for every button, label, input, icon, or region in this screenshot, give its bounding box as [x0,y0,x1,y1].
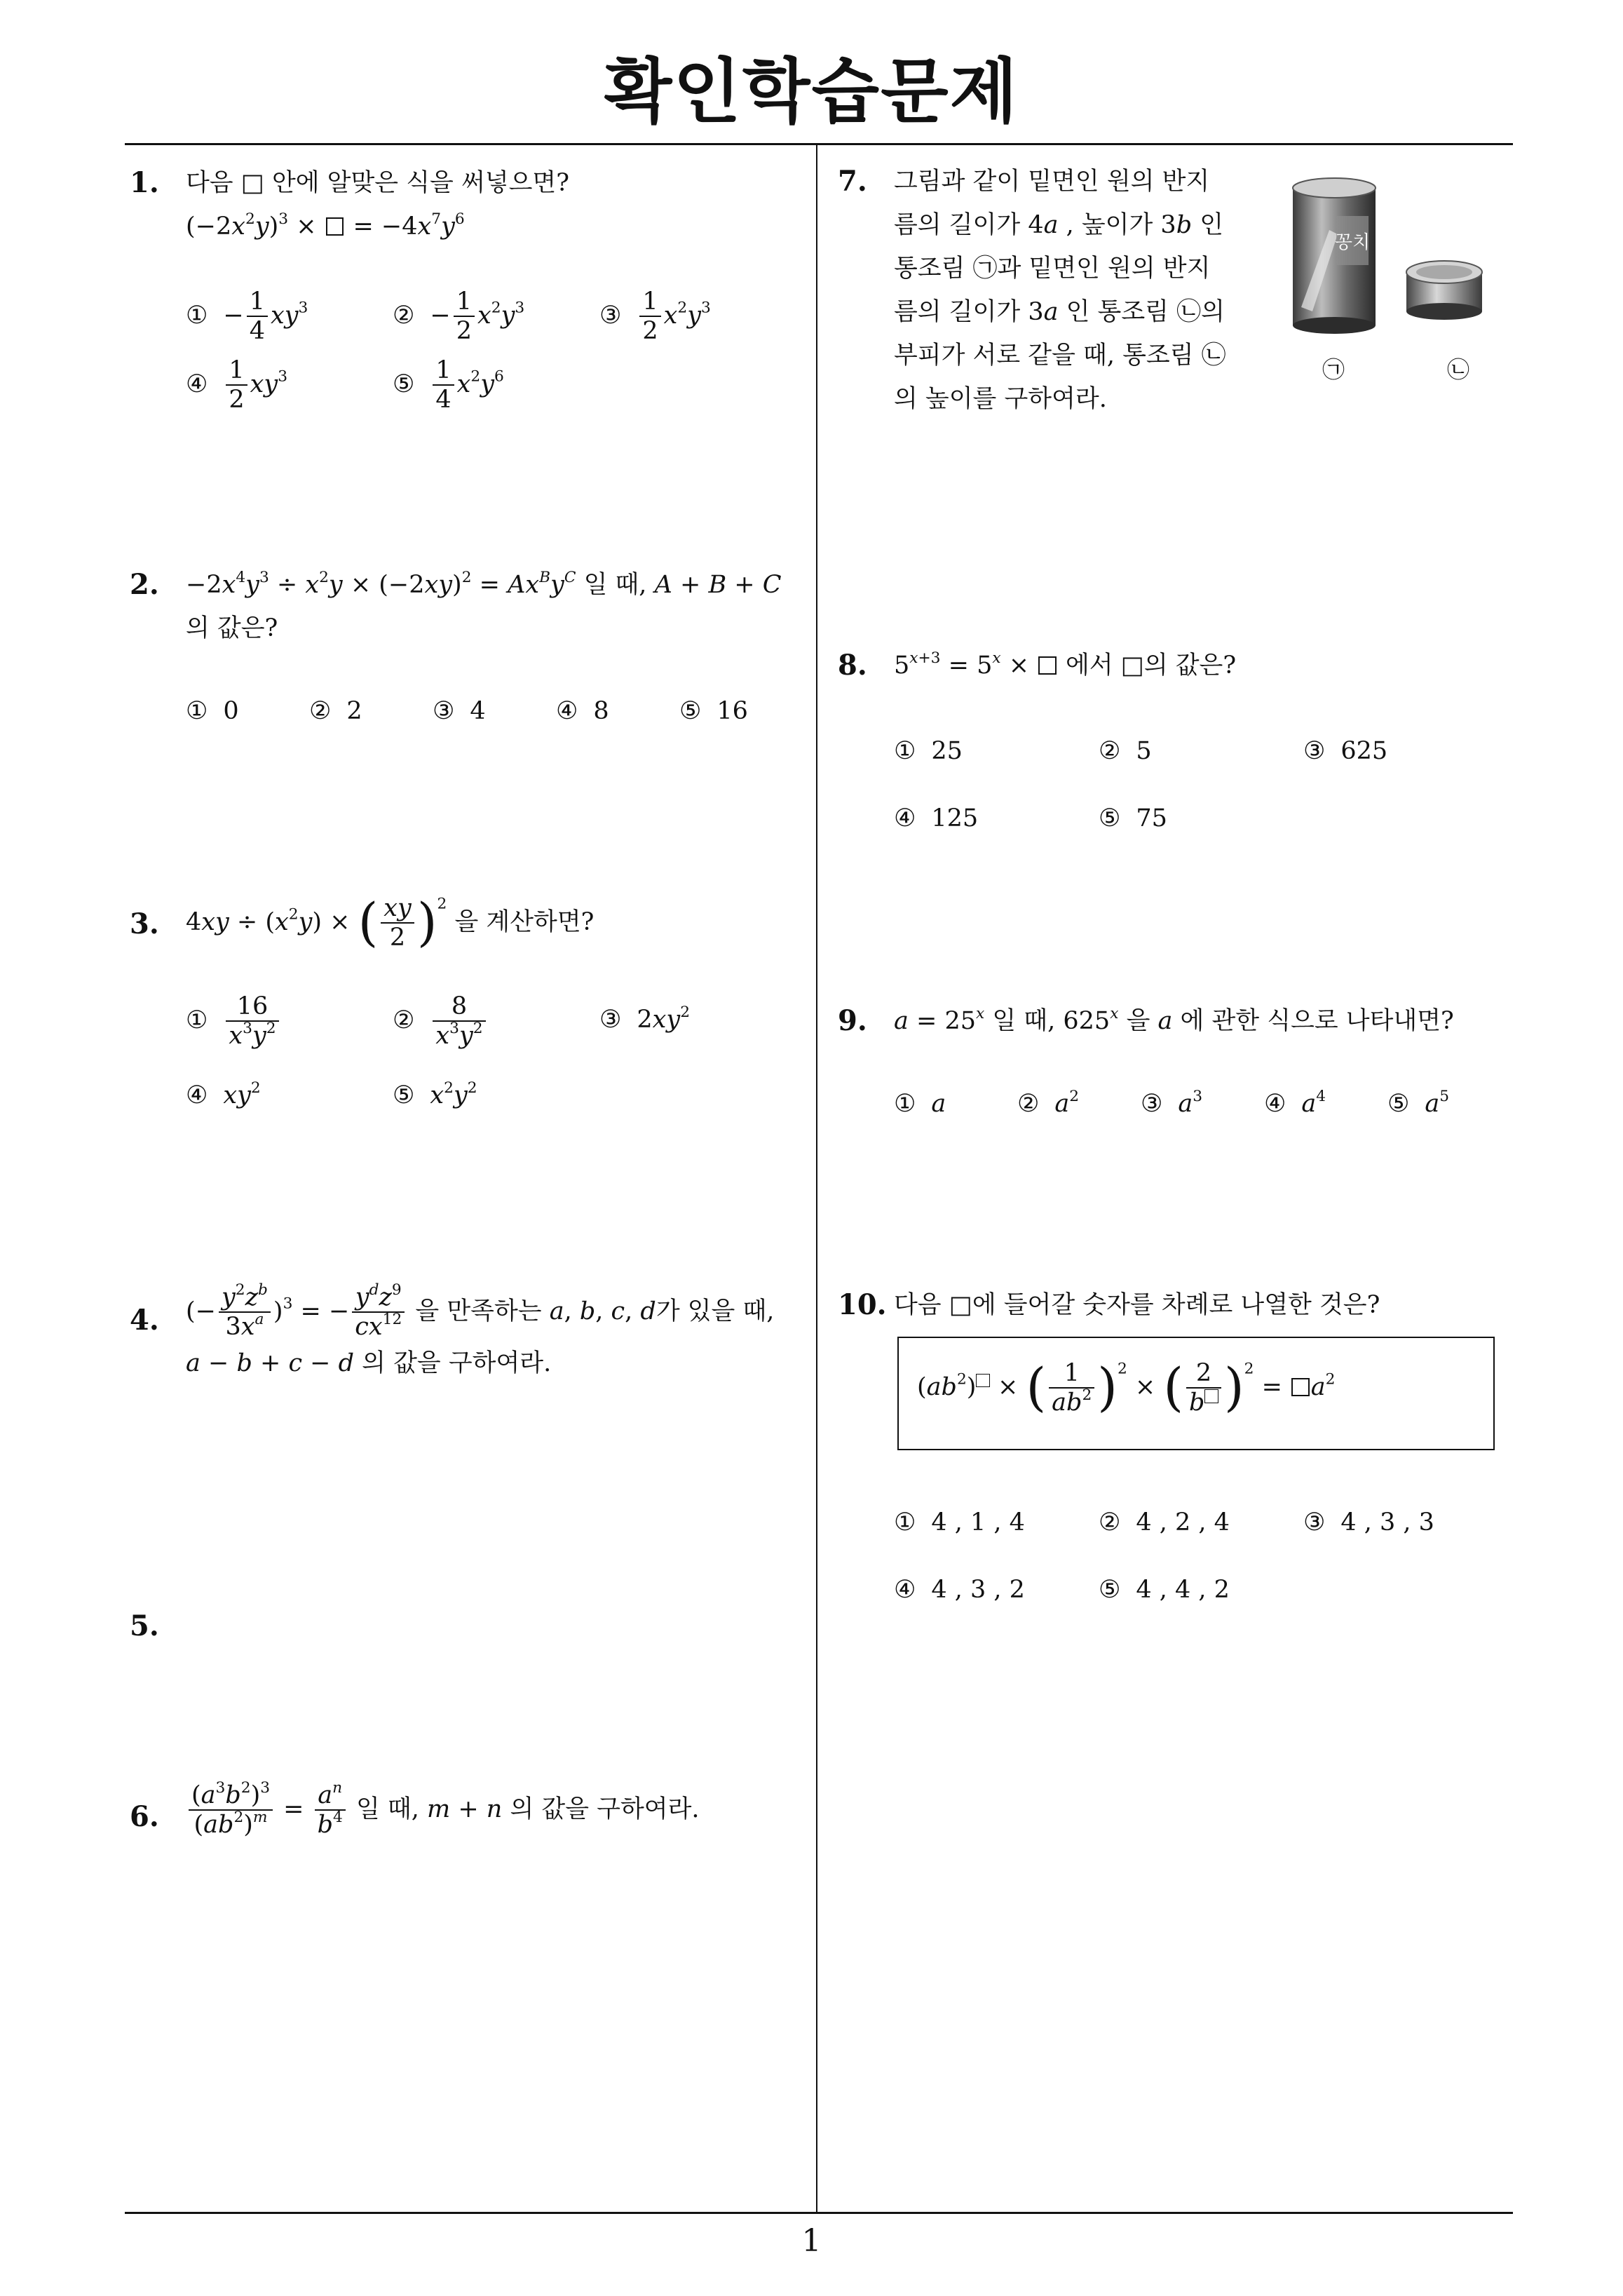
choice-3[interactable]: ③ $2xy^2$ [599,1003,690,1034]
question-number: 5. [130,1609,159,1642]
choice-4[interactable]: ④ 125 [894,804,979,832]
question-7 [838,160,1286,426]
question-prompt: 의 값은? [186,614,278,642]
choice-2[interactable]: ② 4 , 2 , 4 [1099,1508,1230,1537]
choice-4[interactable]: ④ $a^4$ [1264,1087,1326,1118]
question-number: 3. [130,907,159,940]
choice-5[interactable]: ⑤ $x^2y^2$ [393,1079,477,1109]
question-1 [130,161,803,414]
question-number: 10. [838,1288,887,1321]
choice-1[interactable]: ① 0 [186,697,239,725]
question-equation: $(-2x^2y)^3$ × = $-4x^7y^6$ [186,210,465,241]
question-number: 8. [838,649,867,682]
question-9 [838,999,1511,1140]
choice-2[interactable]: ② $\frac{8}{x^3y^2}$ [393,992,489,1051]
question-prompt: a − b + c − d 의 값을 구하여라. [186,1349,552,1377]
choice-3[interactable]: ③ $\frac{1}{2}$ $x^2y^3$ [599,288,711,346]
question-equation: $-2x^4y^3 \div x^2y \times (-2xy)^2 = Ax^By^C$ 일 때, A + B + C [186,568,782,599]
choice-3[interactable]: ③ 625 [1303,737,1388,765]
label-can-a: ㉠ [1322,356,1345,383]
question-text [894,644,1236,687]
page-title: 확인학습문제 [604,50,1019,133]
question-prompt: 다음 □에 들어갈 숫자를 차례로 나열한 것은? [894,1291,1380,1319]
question-text [894,1283,1380,1327]
question-text [186,563,782,650]
question-8 [838,644,1504,854]
choice-2[interactable]: ② 2 [309,697,362,725]
label-can-b: ㉡ [1447,356,1470,383]
choice-3[interactable]: ③ 4 [433,697,486,725]
choice-2[interactable]: ② 5 [1099,737,1152,765]
question-text [186,1778,700,1839]
header-rule [125,143,1513,145]
question-10 [838,1283,1504,1332]
choice-2[interactable]: ② $a^2$ [1017,1087,1080,1118]
question-10-formula-box [897,1337,1495,1450]
question-6 [130,1778,813,1865]
short-can [1406,261,1482,320]
question-prompt: 다음 □ 안에 알맞은 식을 써넣으면? [186,169,569,197]
page-number: 1 [801,2223,822,2259]
choice-1[interactable]: ① 4 , 1 , 4 [894,1508,1025,1537]
choice-1[interactable]: ① − $\frac{1}{4}$ $xy^3$ [186,288,308,346]
question-4 [130,1283,813,1410]
choice-5[interactable]: ⑤ 4 , 4 , 2 [1099,1576,1230,1604]
question-number: 2. [130,568,159,601]
question-text [894,999,1454,1043]
question-number: 9. [838,1004,867,1037]
choice-1[interactable]: ① a [894,1090,946,1118]
question-number: 1. [130,166,159,199]
question-equation: (− $\frac{y^2z^b}{3x^a}$ )$^3$ = − $\frac{y^dz^9}{cx^{12}}$ 을 만족하는 a, b, c, d가 있을 때, [186,1281,775,1342]
footer-rule [125,2212,1513,2214]
column-divider [816,144,817,2213]
question-number: 6. [130,1800,159,1833]
question-3 [130,894,803,1147]
choice-3[interactable]: ③ $a^3$ [1141,1087,1203,1118]
question-number: 7. [838,165,867,198]
tall-can [1293,178,1376,334]
choice-4[interactable]: ④ 8 [556,697,609,725]
svg-text:꽁치: 꽁치 [1334,232,1371,253]
question-5 [130,1605,270,1648]
question-equation: $a = 25^x$ 일 때, 625$^x$ 을 a 에 관한 식으로 나타내면? [894,1004,1454,1035]
question-text [186,161,569,248]
choice-4[interactable]: ④ 4 , 3 , 2 [894,1576,1025,1604]
choice-5[interactable]: ⑤ $\frac{1}{4}$ $x^2y^6$ [393,356,504,414]
choice-1[interactable]: ① $\frac{16}{x^3y^2}$ [186,992,282,1051]
can-illustration [1287,174,1490,384]
choice-4[interactable]: ④ $xy^2$ [186,1079,261,1109]
question-text: 그림과 같이 밑면인 원의 반지 름의 길이가 4a , 높이가 3b 인 통조림 ㉠과 밑면인 원의 반지 름의 길이가 3a 인 통조림 ㉡의 부피가 서로 같을 때, 통조림 ㉡ 의 높이를 구하여라. [894,168,1226,413]
question-equation: $(ab^2)$ × ( $\frac{1}{ab^2}$ )$^2$ × ( $\frac{2}{b}$ )$^2 = a^2$ [917,1358,1336,1418]
question-2 [130,563,810,745]
choice-5[interactable]: ⑤ 75 [1099,804,1167,832]
choice-4[interactable]: ④ $\frac{1}{2}$ $xy^3$ [186,356,287,414]
question-equation: $\frac{(a^3b^2)^3}{(ab^2)^m}$ = $\frac{a^n}{b^4}$ 일 때, m + n 의 값을 구하여라. [186,1781,700,1839]
choice-5[interactable]: ⑤ $a^5$ [1387,1087,1450,1118]
choice-2[interactable]: ② − $\frac{1}{2}$ $x^2y^3$ [393,288,525,346]
question-number: 4. [130,1304,159,1337]
choice-3[interactable]: ③ 4 , 3 , 3 [1303,1508,1434,1537]
question-text [186,1283,774,1385]
question-equation: $4xy \div (x^2y)$ × ( $\frac{xy}{2}$ )$^2$ 을 계산하면? [186,893,595,953]
question-equation: $5^{x+3} = 5^x$ × 에서 □의 값은? [894,649,1237,680]
question-text [186,894,594,952]
choice-5[interactable]: ⑤ 16 [679,697,748,725]
choice-1[interactable]: ① 25 [894,737,963,765]
